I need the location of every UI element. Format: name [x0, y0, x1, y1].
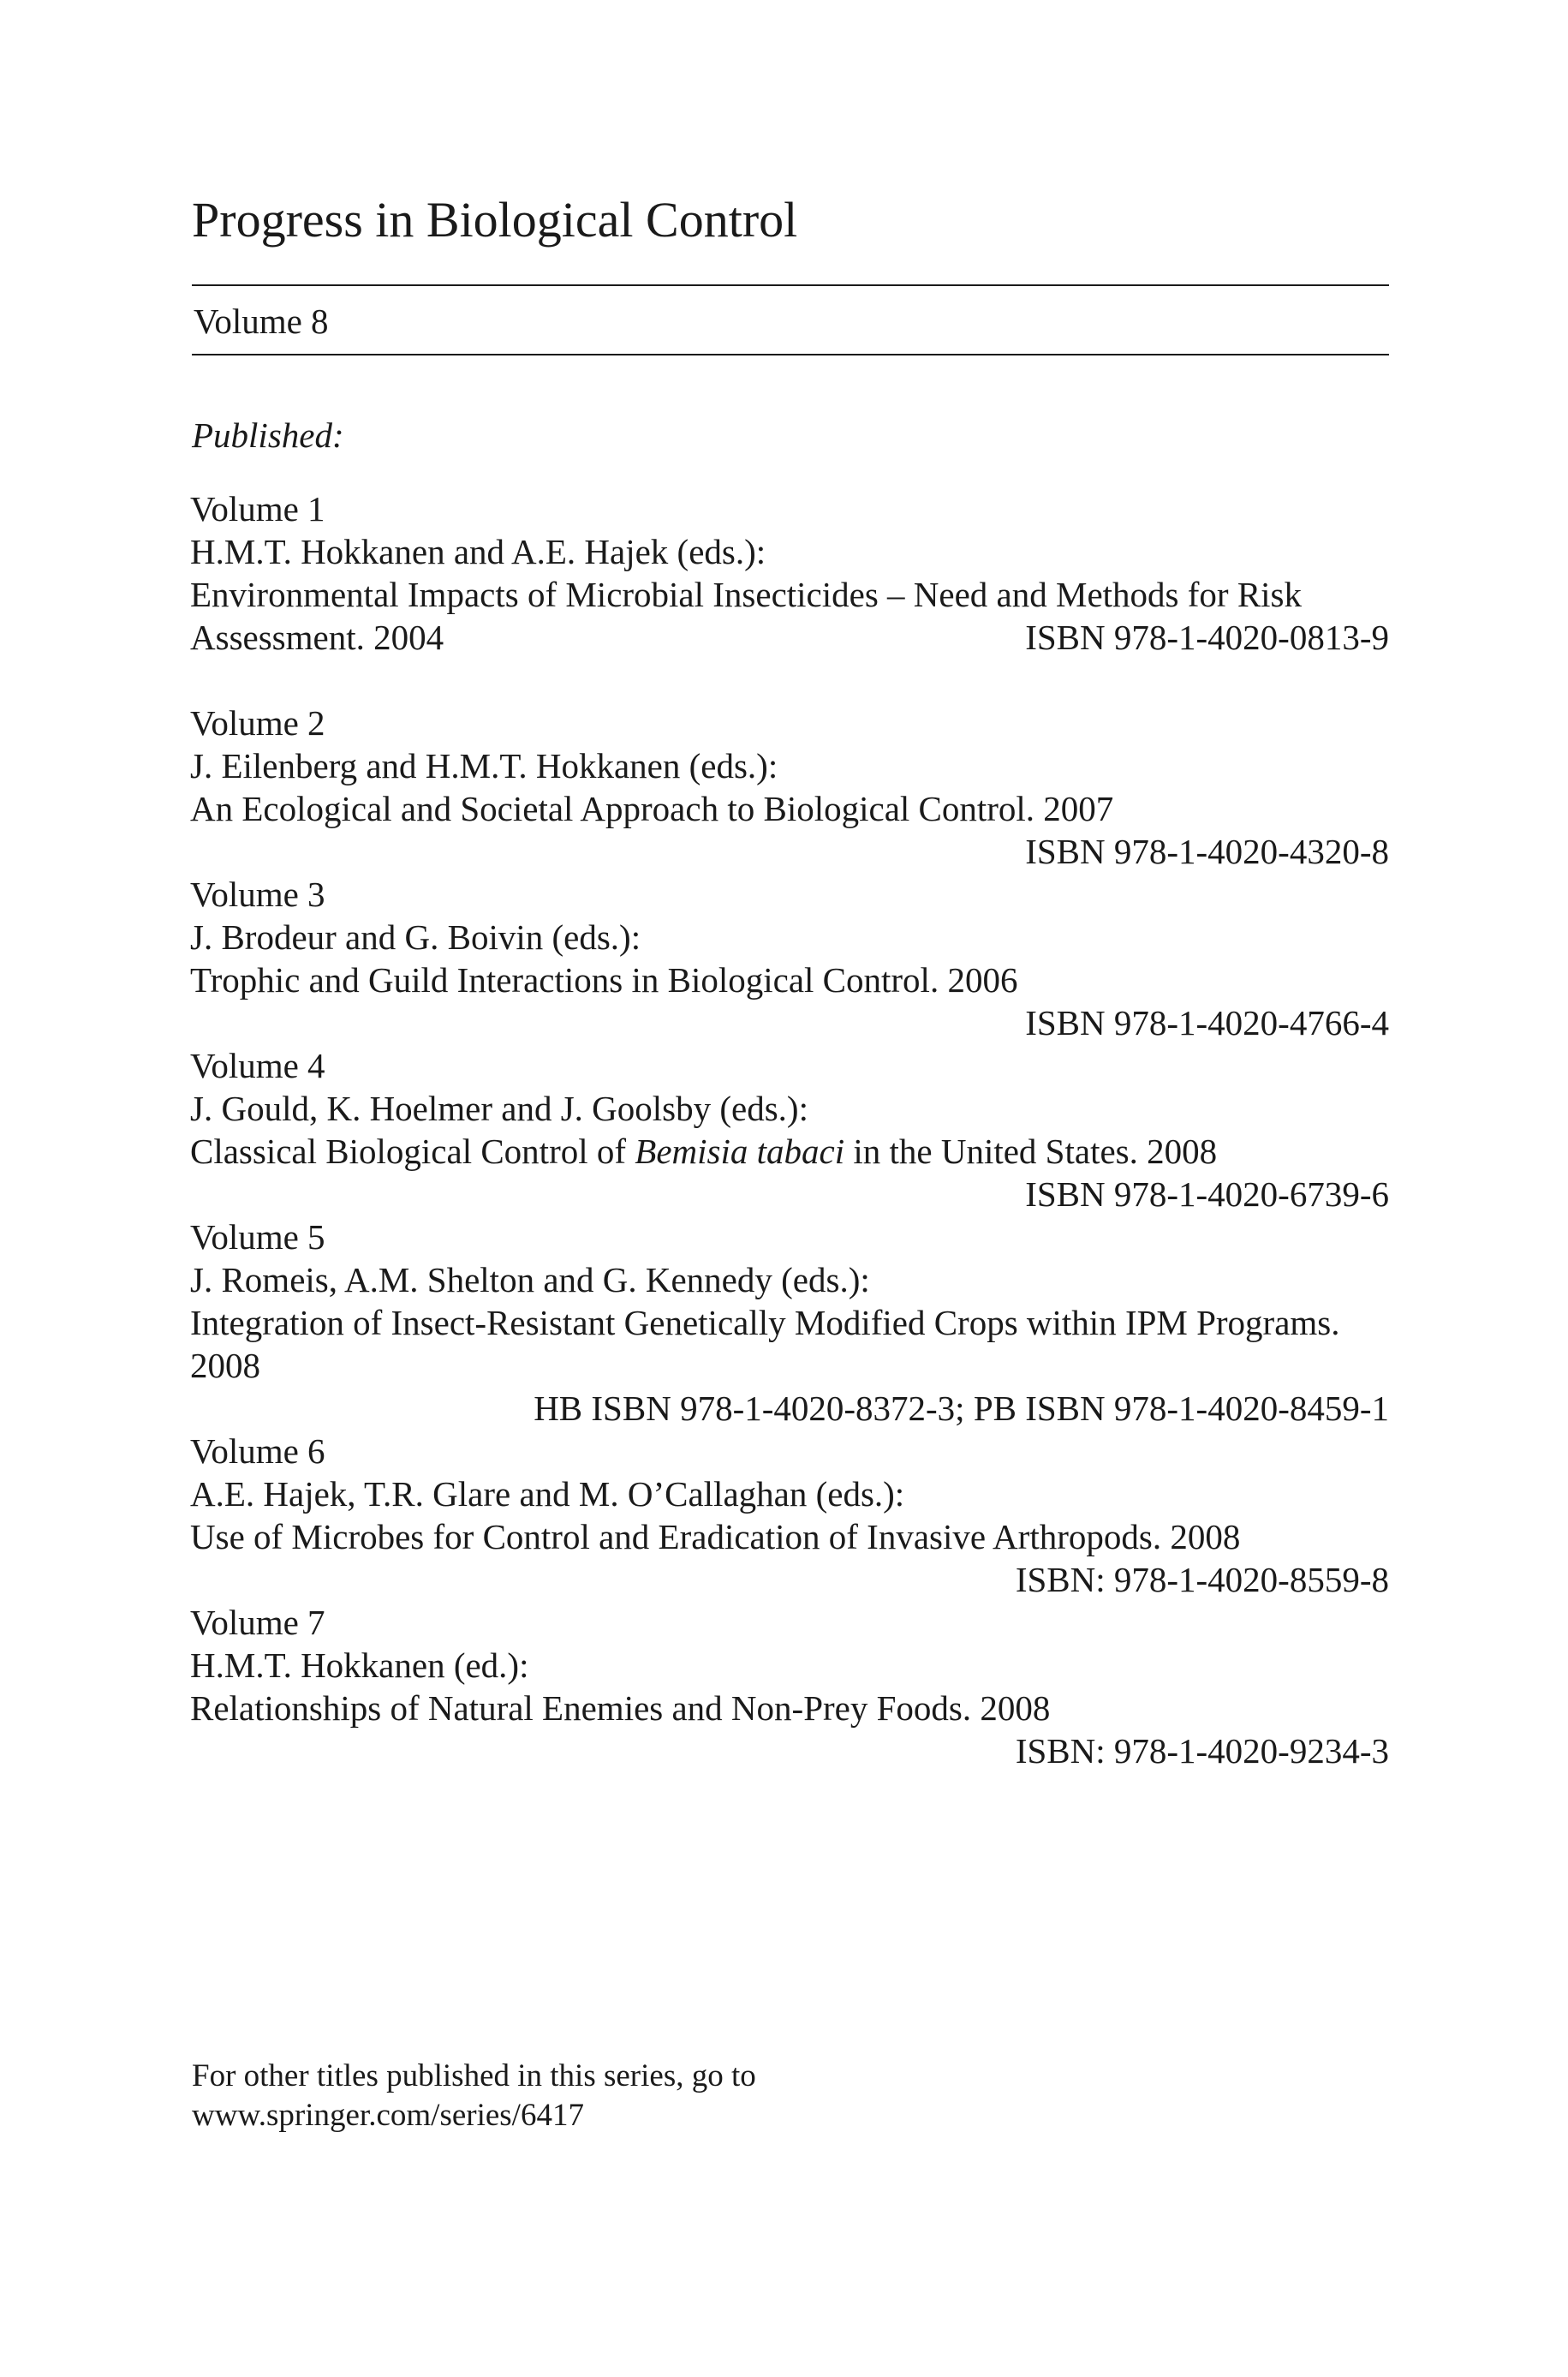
volume-editors: J. Romeis, A.M. Shelton and G. Kennedy (eds.):: [190, 1260, 870, 1299]
volume-isbn: ISBN 978-1-4020-4320-8: [1025, 832, 1389, 871]
top-rule: [192, 284, 1389, 286]
volume-number: Volume 4: [190, 1046, 325, 1085]
volume-isbn: ISBN: 978-1-4020-9234-3: [1015, 1731, 1389, 1771]
volume-number: Volume 2: [190, 703, 325, 743]
volume-entry-5: [190, 1215, 1389, 1430]
published-heading: Published:: [192, 415, 344, 455]
volume-isbn: ISBN: 978-1-4020-8559-8: [1015, 1560, 1389, 1599]
volume-title-line: Assessment. 2004: [190, 618, 444, 657]
volume-list: [190, 487, 1389, 1772]
volume-editors: H.M.T. Hokkanen (ed.):: [190, 1645, 529, 1685]
volume-title-line: Integration of Insect-Resistant Genetically Modified Crops within IPM Programs.: [190, 1303, 1340, 1342]
volume-entry-4: [190, 1044, 1389, 1215]
species-name: Bemisia tabaci: [635, 1132, 845, 1171]
volume-isbn: ISBN 978-1-4020-6739-6: [1025, 1174, 1389, 1214]
volume-editors: J. Gould, K. Hoelmer and J. Goolsby (eds.):: [190, 1089, 808, 1128]
volume-title-isbn-row: [190, 616, 1389, 659]
volume-editors: A.E. Hajek, T.R. Glare and M. O’Callaghan (eds.):: [190, 1474, 905, 1514]
volume-title: Relationships of Natural Enemies and Non-Prey Foods. 2008: [190, 1688, 1051, 1728]
current-volume: Volume 8: [194, 302, 329, 341]
volume-title-part: in the United States. 2008: [844, 1132, 1218, 1171]
bottom-rule: [192, 354, 1389, 355]
volume-entry-1: [190, 487, 1389, 659]
volume-title: Trophic and Guild Interactions in Biological Control. 2006: [190, 960, 1018, 1000]
volume-number: Volume 3: [190, 875, 325, 914]
volume-title-line: 2008: [190, 1346, 260, 1385]
series-title: Progress in Biological Control: [192, 192, 798, 248]
volume-title-line: Environmental Impacts of Microbial Insecticides – Need and Methods for Risk: [190, 575, 1303, 614]
volume-number: Volume 7: [190, 1603, 325, 1642]
volume-editors: J. Eilenberg and H.M.T. Hokkanen (eds.):: [190, 746, 778, 785]
footer-text: For other titles published in this series, go to: [192, 2058, 756, 2093]
volume-title: An Ecological and Societal Approach to Biological Control. 2007: [190, 789, 1114, 828]
volume-title-part: Classical Biological Control of: [190, 1132, 635, 1171]
volume-entry-7: [190, 1601, 1389, 1772]
volume-entry-2: [190, 702, 1389, 873]
volume-isbn: HB ISBN 978-1-4020-8372-3; PB ISBN 978-1-4020-8459-1: [534, 1389, 1389, 1428]
volume-number: Volume 5: [190, 1217, 325, 1257]
volume-entry-6: [190, 1430, 1389, 1601]
volume-isbn: ISBN 978-1-4020-4766-4: [1025, 1003, 1389, 1042]
volume-number: Volume 1: [190, 489, 325, 529]
series-url: www.springer.com/series/6417: [192, 2098, 584, 2133]
volume-title: [190, 1130, 1389, 1173]
volume-editors: H.M.T. Hokkanen and A.E. Hajek (eds.):: [190, 532, 766, 571]
volume-entry-3: [190, 873, 1389, 1044]
volume-editors: J. Brodeur and G. Boivin (eds.):: [190, 917, 641, 957]
volume-isbn: ISBN 978-1-4020-0813-9: [1025, 618, 1389, 657]
volume-title: Use of Microbes for Control and Eradication of Invasive Arthropods. 2008: [190, 1517, 1241, 1556]
footer-note: [192, 2057, 756, 2135]
volume-number: Volume 6: [190, 1431, 325, 1471]
